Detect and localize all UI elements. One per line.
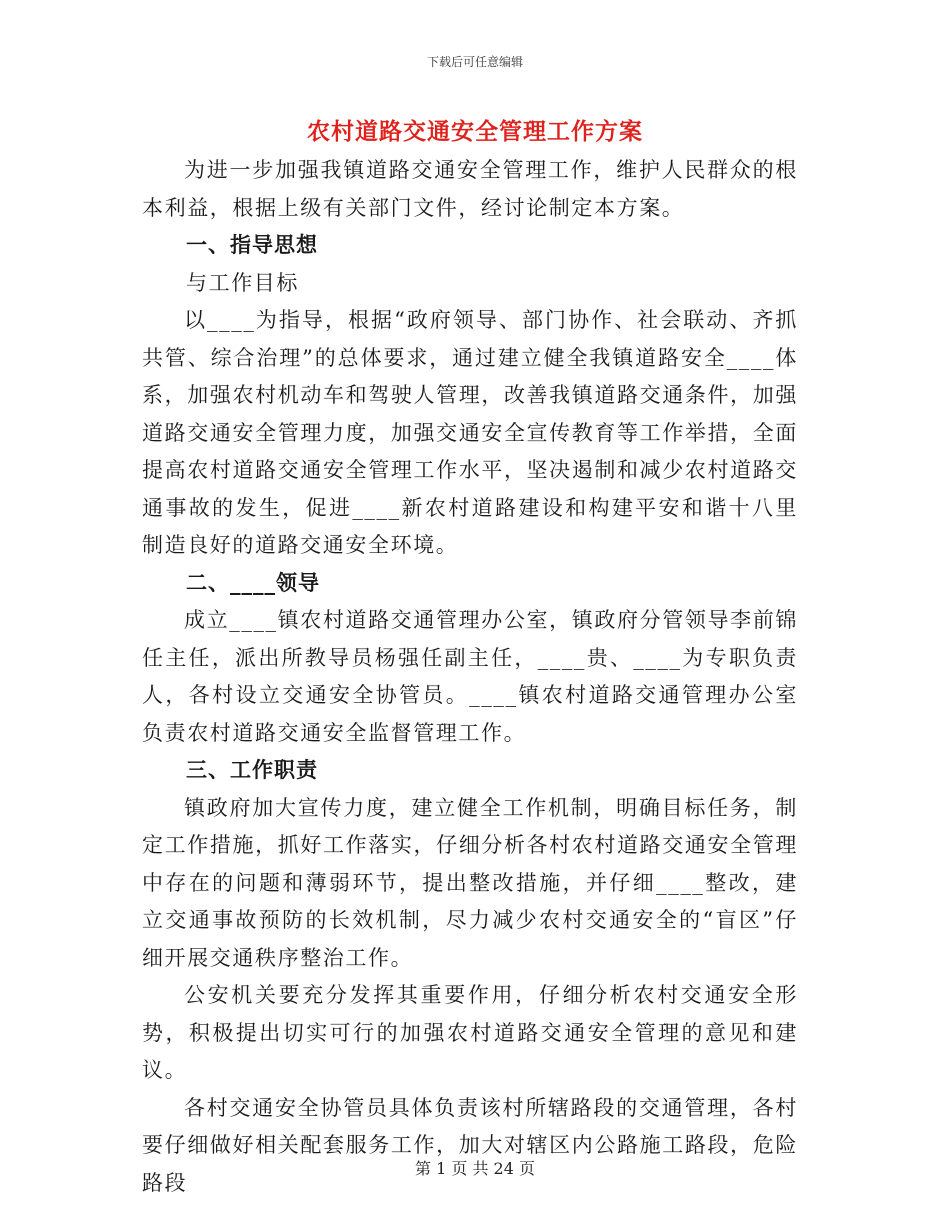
header-note: 下载后可任意编辑 (426, 55, 523, 69)
section3-paragraph-2: 公安机关要充分发挥其重要作用，仔细分析农村交通安全形势，积极提出切实可行的加强农村道路交通安全管理的意见和建议。 (142, 983, 798, 1082)
section-subline-work-goals: 与工作目标 (186, 270, 299, 295)
document-title: 农村道路交通安全管理工作方案 (307, 119, 643, 145)
section2-paragraph: 成立____镇农村道路交通管理办公室，镇政府分管领导李前锦任主任，派出所教导员杨强任副主任，____贵、____为专职负责人，各村设立交通安全协管员。____镇农村道路交通管理办公室负责农村道路交通安全监督管理工作。 (142, 608, 798, 745)
document-body (142, 152, 798, 1202)
intro-paragraph: 为进一步加强我镇道路交通安全管理工作，维护人民群众的根本利益，根据上级有关部门文件，经讨论制定本方案。 (142, 158, 798, 220)
section1-paragraph: 以____为指导，根据“政府领导、部门协作、社会联动、齐抓共管、综合治理”的总体要求，通过建立健全我镇道路安全____体系，加强农村机动车和驾驶人管理，改善我镇道路交通条件，加强道路交通安全管理力度，加强交通安全宣传教育等工作举措，全面提高农村道路交通安全管理工作水平，坚决遏制和减少农村道路交通事故的发生，促进____新农村道路建设和构建平安和谐十八里制造良好的道路交通安全环境。 (142, 308, 798, 557)
section-heading-guiding-ideology: 一、指导思想 (186, 233, 318, 257)
section3-paragraph-3: 各村交通安全协管员具体负责该村所辖路段的交通管理，各村要仔细做好相关配套服务工作，加大对辖区内公路施工路段，危险路段 (142, 1095, 798, 1195)
section3-paragraph-1: 镇政府加大宣传力度，建立健全工作机制，明确目标任务，制定工作措施，抓好工作落实，仔细分析各村农村道路交通安全管理中存在的问题和薄弱环节，提出整改措施，并仔细____整改，建立交通事故预防的长效机制，尽力减少农村交通安全的“盲区”仔细开展交通秩序整治工作。 (142, 795, 798, 970)
page-number: 第 1 页 共 24 页 (415, 1159, 535, 1178)
section-heading-work-duties: 三、工作职责 (186, 758, 318, 782)
section-heading-leadership: 二、____领导 (186, 570, 320, 595)
